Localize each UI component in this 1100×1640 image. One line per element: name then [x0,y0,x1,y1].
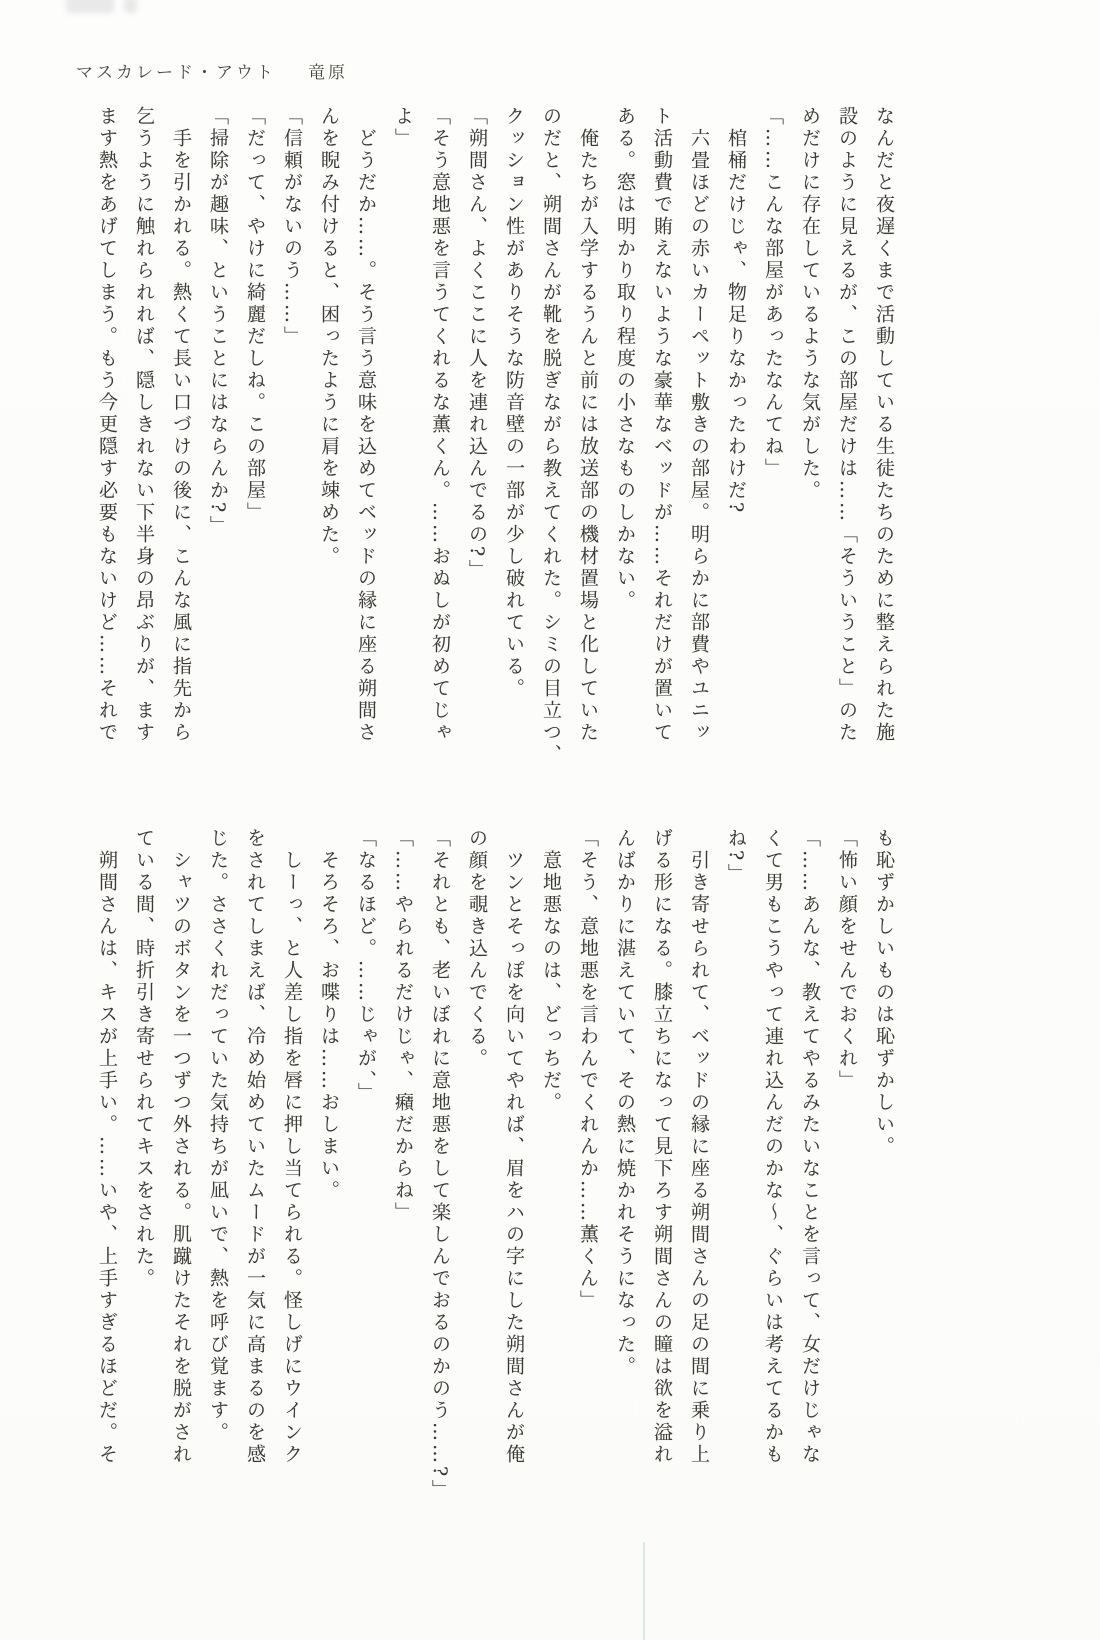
text-line: 「朔間さん、よくここに人を連れ込んでるの?」 [466,106,488,582]
text-line: 意地悪なのは、どっちだ。 [540,850,562,1114]
text-line: 「そう、意地悪を言わんでくれんか……薫くん」 [577,828,599,1312]
text-line: 「掃除が趣味、ということにはならんか?」 [207,106,229,538]
text-line: ツンとそっぽを向いてやれば、眉をハの字にした朔間さんが俺 [503,850,525,1466]
text-line: くて男もこうやって連れ込んだのかな〜、ぐらいは考えてるかも [762,828,784,1466]
text-line: 「信頼がないのう……」 [281,106,303,348]
text-line: なんだと夜遅くまで活動している生徒たちのために整えられた施 [873,106,895,744]
text-line: 朔間さんは、キスが上手い。……いや、上手すぎるほどだ。そ [96,850,118,1466]
text-line: めだけに存在しているような気がした。 [799,106,821,502]
author-name: 竜原 [308,63,348,83]
text-line: クッション性がありそうな防音壁の一部が少し破れている。 [503,106,525,700]
text-line: 「……やられるだけじゃ、癪だからね」 [392,828,414,1224]
text-line: ます熱をあげてしまう。もう今更隠す必要もないけど……それで [96,106,118,744]
text-line: 棺桶だけじゃ、物足りなかったわけだ? [725,128,747,516]
text-line: どうだか……。そう言う意味を込めてベッドの縁に座る朔間さ [355,128,377,744]
story-title: マスカレード・アウト [76,63,276,83]
text-line: そろそろ、お喋りは……おしまい。 [318,850,340,1202]
scan-seam-artifact [643,1542,645,1640]
text-line: 「……こんな部屋があったなんてね」 [762,106,784,480]
text-line: んを睨み付けると、困ったように肩を竦めた。 [318,106,340,568]
text-line: 「怖い顔をせんでおくれ」 [836,828,858,1092]
text-line: 「そう意地悪を言うてくれるな薫くん。……おぬしが初めてじゃ [429,106,451,744]
scan-smudge [124,0,137,13]
text-line: 設のように見えるが、この部屋だけは……「そういうこと」のた [836,106,858,744]
text-line: ある。窓は明かり取り程度の小さなものしかない。 [614,106,636,612]
text-line: よ」 [392,106,414,150]
text-line: 六畳ほどの赤いカーペット敷きの部屋。明らかに部費やユニッ [688,128,710,744]
text-line: 乞うように触れられれば、隠しきれない下半身の昂ぶりが、ます [133,106,155,744]
text-line: も恥ずかしいものは恥ずかしい。 [873,828,895,1158]
text-line: 「だって、やけに綺麗だしね。この部屋」 [244,106,266,524]
text-line: んばかりに湛えていて、その熱に焼かれそうになった。 [614,828,636,1378]
text-line: ている間、時折引き寄せられてキスをされた。 [133,828,155,1290]
scan-smudge [66,0,114,13]
text-line: げる形になる。膝立ちになって見下ろす朔間さんの瞳は欲を溢れ [651,828,673,1466]
text-line: 「それとも、老いぼれに意地悪をして楽しんでおるのかのう……?」 [429,828,451,1502]
text-line: 「……あんな、教えてやるみたいなことを言って、女だけじゃな [799,828,821,1466]
vertical-text-block-top [88,106,902,784]
text-line: ト活動費で賄えないような豪華なベッドが……それだけが置いて [651,106,673,744]
text-line: しーっ、と人差し指を唇に押し当てられる。怪しげにウインク [281,850,303,1466]
text-line: 引き寄せられて、ベッドの縁に座る朔間さんの足の間に乗り上 [688,850,710,1466]
text-line: 俺たちが入学するうんと前には放送部の機材置場と化していた [577,128,599,744]
running-header [76,58,348,83]
text-line: 「なるほど。……じゃが、」 [355,828,377,1105]
text-line: シャツのボタンを一つずつ外される。肌蹴けたそれを脱がされ [170,850,192,1466]
text-line: の顔を覗き込んでくる。 [466,828,488,1070]
vertical-text-block-bottom [88,828,902,1530]
text-line: ね?」 [725,828,747,886]
text-line: じた。ささくれだっていた気持ちが凪いで、熱を呼び覚ます。 [207,828,229,1444]
text-line: のだと、朔間さんが靴を脱ぎながら教えてくれた。シミの目立つ、 [540,106,562,766]
text-line: をされてしまえば、冷め始めていたムードが一気に高まるのを感 [244,828,266,1466]
text-line: 手を引かれる。熱くて長い口づけの後に、こんな風に指先から [170,128,192,744]
